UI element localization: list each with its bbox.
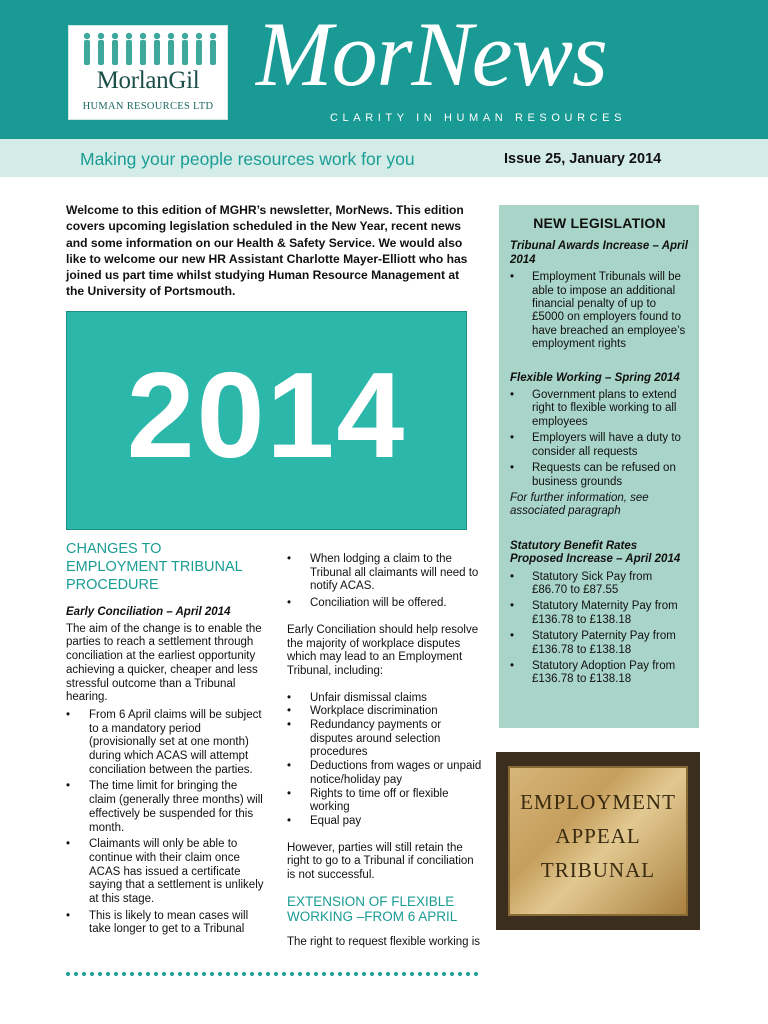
divider-dot	[122, 972, 126, 976]
divider-dot	[178, 972, 182, 976]
dotted-divider	[66, 969, 486, 981]
divider-dot	[82, 972, 86, 976]
sidebar-subheading: Statutory Benefit Rates Proposed Increase – April 2014	[510, 539, 681, 566]
sidebar-list	[510, 271, 689, 351]
logo-subtitle: HUMAN RESOURCES LTD	[82, 101, 214, 112]
plaque-line: APPEAL	[555, 824, 641, 848]
tribunal-bullets	[66, 709, 266, 937]
company-logo	[68, 25, 228, 120]
divider-dot	[194, 972, 198, 976]
divider-dot	[90, 972, 94, 976]
list-item: • Requests can be refused on business grounds	[510, 462, 689, 489]
divider-dot	[474, 972, 478, 976]
tribunal-article-continued	[287, 553, 483, 949]
tribunal-heading: CHANGES TO EMPLOYMENT TRIBUNAL PROCEDURE	[66, 541, 243, 593]
divider-dot	[450, 972, 454, 976]
list-item: • Equal pay	[287, 815, 483, 829]
divider-dot	[170, 972, 174, 976]
plaque-line: EMPLOYMENT	[520, 790, 676, 814]
list-item: • Employers will have a duty to consider all requests	[510, 432, 689, 459]
list-item: • Claimants will only be able to continue with their claim once ACAS has issued a certificate saying that a settlement is unlikely at this stage.	[66, 838, 266, 907]
list-item: • Unfair dismissal claims	[287, 692, 483, 706]
divider-dot	[210, 972, 214, 976]
divider-dot	[282, 972, 286, 976]
divider-dot	[362, 972, 366, 976]
list-item: • Government plans to extend right to flexible working to all employees	[510, 389, 689, 429]
list-item: • Statutory Maternity Pay from £136.78 to £138.18	[510, 600, 689, 627]
sidebar-list	[510, 571, 689, 687]
divider-dot	[114, 972, 118, 976]
divider-dot	[306, 972, 310, 976]
list-item: • Statutory Paternity Pay from £136.78 to £138.18	[510, 630, 689, 657]
divider-dot	[394, 972, 398, 976]
flexible-working-body: The right to request flexible working is	[287, 935, 481, 948]
list-item: • Redundancy payments or disputes around selection procedures	[287, 719, 483, 760]
logo-name: MorlanGil	[96, 67, 200, 94]
plaque-line: TRIBUNAL	[540, 858, 656, 882]
divider-dot	[202, 972, 206, 976]
list-item: • Workplace discrimination	[287, 705, 483, 719]
new-legislation-sidebar	[499, 205, 699, 728]
divider-dot	[242, 972, 246, 976]
divider-dot	[218, 972, 222, 976]
list-item: • Statutory Sick Pay from £86.70 to £87.55	[510, 571, 689, 598]
divider-dot	[138, 972, 142, 976]
divider-dot	[298, 972, 302, 976]
divider-dot	[66, 972, 70, 976]
list-item: • This is likely to mean cases will take longer to get to a Tribunal	[66, 910, 266, 937]
sidebar-list	[510, 389, 689, 489]
divider-dot	[410, 972, 414, 976]
list-item: • Statutory Adoption Pay from £136.78 to £138.18	[510, 660, 689, 687]
divider-dot	[186, 972, 190, 976]
list-item: • The time limit for bringing the claim (generally three months) will effectively be suspended for this month.	[66, 780, 266, 835]
tagline: CLARITY IN HUMAN RESOURCES	[330, 112, 627, 124]
divider-dot	[266, 972, 270, 976]
divider-dot	[426, 972, 430, 976]
divider-dot	[162, 972, 166, 976]
sidebar-subheading: Tribunal Awards Increase – April 2014	[510, 240, 688, 266]
divider-dot	[98, 972, 102, 976]
divider-dot	[314, 972, 318, 976]
divider-dot	[346, 972, 350, 976]
divider-dot	[354, 972, 358, 976]
divider-dot	[258, 972, 262, 976]
divider-dot	[226, 972, 230, 976]
divider-dot	[130, 972, 134, 976]
tribunal-plaque-photo	[496, 752, 700, 930]
list-item: • Rights to time off or flexible working	[287, 788, 483, 815]
divider-dot	[290, 972, 294, 976]
divider-dot	[434, 972, 438, 976]
list-item: • Conciliation will be offered.	[287, 597, 483, 611]
tribunal-body: The aim of the change is to enable the parties to reach a settlement through conciliation at the earliest opportunity achieving a quicker, cheaper and less stressful outcome than a Tribunal hearing.	[66, 622, 262, 704]
motto: Making your people resources work for you	[80, 149, 415, 169]
list-item: • Deductions from wages or unpaid notice/holiday pay	[287, 760, 483, 787]
divider-dot	[154, 972, 158, 976]
plaque-plate	[508, 766, 688, 916]
divider-dot	[330, 972, 334, 976]
divider-dot	[322, 972, 326, 976]
divider-dot	[234, 972, 238, 976]
flexible-working-heading: EXTENSION OF FLEXIBLE WORKING –FROM 6 APRIL	[287, 893, 458, 924]
sidebar-subheading: Flexible Working – Spring 2014	[510, 371, 680, 384]
list-item: • From 6 April claims will be subject to a mandatory period (provisionally set at one month) during which ACAS will attempt conciliation between the parties.	[66, 709, 266, 778]
list-item: • When lodging a claim to the Tribunal all claimants will need to notify ACAS.	[287, 553, 483, 594]
divider-dot	[466, 972, 470, 976]
sidebar-note: For further information, see associated paragraph	[510, 491, 649, 518]
tribunal-subheading: Early Conciliation – April 2014	[66, 606, 231, 618]
year-graphic	[66, 311, 467, 530]
issue-label: Issue 25, January 2014	[504, 151, 662, 167]
divider-dot	[418, 972, 422, 976]
divider-dot	[338, 972, 342, 976]
divider-dot	[146, 972, 150, 976]
newsletter-title: MorNews	[256, 3, 607, 105]
people-silhouettes-icon	[79, 32, 219, 66]
claims-list	[287, 692, 483, 829]
intro-paragraph: Welcome to this edition of MGHR’s newsletter, MorNews. This edition covers upcoming legislation scheduled in the New Year, recent news and some information on our Health & Safety Service. We would also like to welcome our new HR Assistant Charlotte Mayer-Elliott who has joined us part time whilst studying Human Resource Management at the University of Portsmouth.	[66, 203, 468, 299]
tribunal-article	[66, 540, 266, 937]
sidebar-title: NEW LEGISLATION	[533, 215, 666, 231]
divider-dot	[370, 972, 374, 976]
divider-dot	[402, 972, 406, 976]
divider-dot	[378, 972, 382, 976]
retain-right-paragraph: However, parties will still retain the right to go to a Tribunal if conciliation is not successful.	[287, 841, 474, 882]
list-item: • Employment Tribunals will be able to impose an additional financial penalty of up to £5000 on employers found to have breached an employee’s employment rights	[510, 271, 689, 351]
divider-dot	[274, 972, 278, 976]
divider-dot	[386, 972, 390, 976]
divider-dot	[442, 972, 446, 976]
divider-dot	[106, 972, 110, 976]
year-text: 2014	[126, 347, 407, 483]
conciliation-paragraph: Early Conciliation should help resolve the majority of workplace disputes which may lead to an Employment Tribunal, including:	[287, 623, 479, 677]
divider-dot	[74, 972, 78, 976]
divider-dot	[458, 972, 462, 976]
notify-bullets	[287, 553, 483, 611]
divider-dot	[250, 972, 254, 976]
